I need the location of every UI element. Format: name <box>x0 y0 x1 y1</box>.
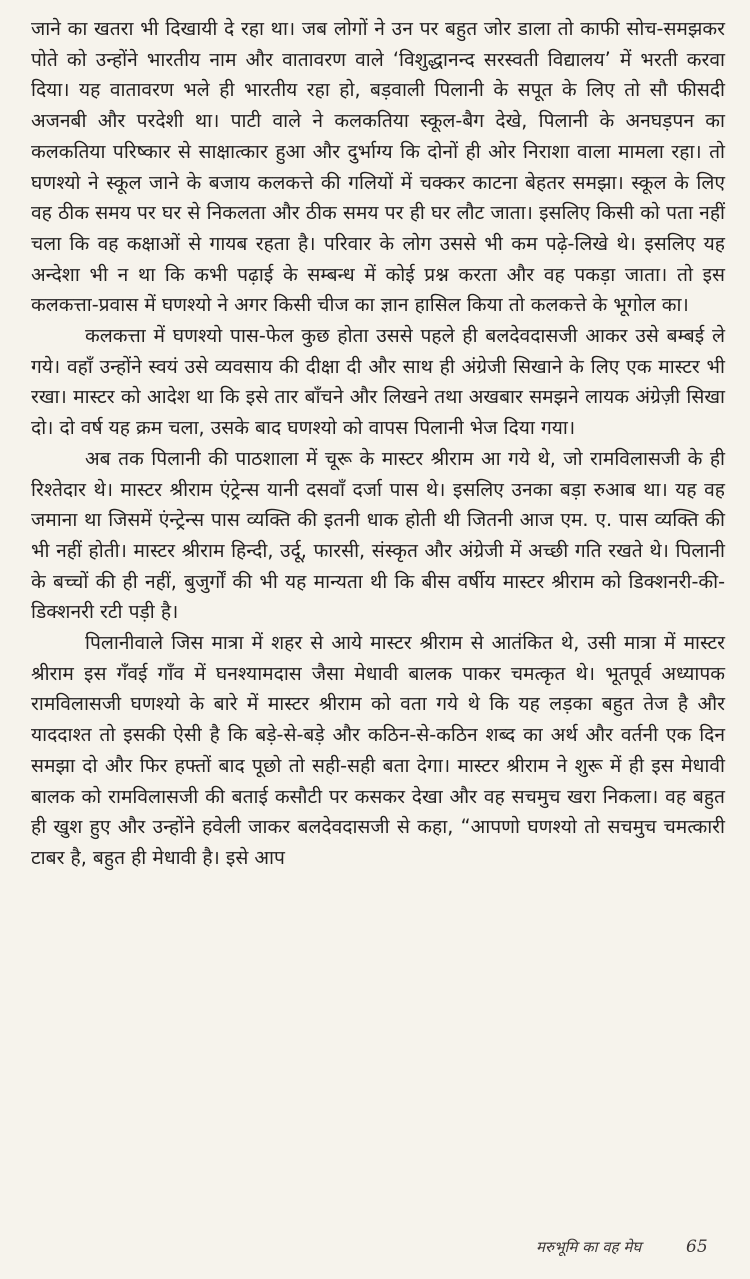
running-title: मरुभूमि का वह मेघ <box>536 1238 642 1256</box>
page-number: 65 <box>686 1237 708 1257</box>
paragraph-1: जाने का खतरा भी दिखायी दे रहा था। जब लोगों ने उन पर बहुत जोर डाला तो काफी सोच-समझकर पोते को उन्होंने भारतीय नाम और वातावरण वाले ‘विशुद्धानन्द सरस्वती विद्यालय’ में भरती करवा दिया। यह वातावरण भले ही भारतीय रहा हो, बड़वाली पिलानी के सपूत के लिए तो सौ फीसदी अजनबी और परदेशी था। पाटी वाले ने कलकतिया स्कूल-बैग देखे, पिलानी के अनघड़पन का कलकतिया परिष्कार से साक्षात्कार हुआ और दुर्भाग्य कि दोनों ही ओर निराशा वाला मामला रहा। तो घणश्यो ने स्कूल जाने के बजाय कलकत्ते की गलियों में चक्कर काटना बेहतर समझा। स्कूल के लिए वह ठीक समय पर घर से निकलता और ठीक समय पर ही घर लौट जाता। इसलिए किसी को पता नहीं चला कि वह कक्षाओं से गायब रहता है। परिवार के लोग उससे भी कम पढ़े-लिखे थे। इसलिए यह अन्देशा भी न था कि कभी पढ़ाई के सम्बन्ध में कोई प्रश्न करता और वह पकड़ा जाता। तो इस कलकत्ता-प्रवास में घणश्यो ने अगर किसी चीज का ज्ञान हासिल किया तो कलकत्ते के भूगोल का। <box>31 17 725 317</box>
paragraph-4: पिलानीवाले जिस मात्रा में शहर से आये मास्टर श्रीराम से आतंकित थे, उसी मात्रा में मास्टर श्रीराम इस गँवई गाँव में घनश्यामदास जैसा मेधावी बालक पाकर चमत्कृत थे। भूतपूर्व अध्यापक रामविलासजी घणश्यो के बारे में मास्टर श्रीराम को वता गये थे कि यह लड़का बहुत तेज है और याददाश्त तो इसकी ऐसी है कि बड़े-से-बड़े और कठिन-से-कठिन शब्द का अर्थ और वर्तनी एक दिन समझा दो और फिर हफ्तों बाद पूछो तो सही-सही बता देगा। मास्टर श्रीराम ने शुरू में ही इस मेधावी बालक को रामविलासजी की बताई कसौटी पर कसकर देखा और वह सचमुच खरा निकला। वह बहुत ही खुश हुए और उन्होंने हवेली जाकर बलदेवदासजी से कहा, “आपणो घणश्यो तो सचमुच चमत्कारी टाबर है, बहुत ही मेधावी है। इसे आप <box>31 631 725 869</box>
paragraph-3: अब तक पिलानी की पाठशाला में चूरू के मास्टर श्रीराम आ गये थे, जो रामविलासजी के ही रिश्तेदार थे। मास्टर श्रीराम एंट्रेन्स यानी दसवाँ दर्जा पास थे। इसलिए उनका बड़ा रुआब था। यह वह जमाना था जिसमें एंन्ट्रेन्स पास व्यक्ति की इतनी धाक होती थी जितनी आज एम. ए. पास व्यक्ति की भी नहीं होती। मास्टर श्रीराम हिन्दी, उर्दू, फारसी, संस्कृत और अंग्रेजी में अच्छी गति रखते थे। पिलानी के बच्चों की ही नहीं, बुजुर्गों की भी यह मान्यता थी कि बीस वर्षीय मास्टर श्रीराम को डिक्शनरी-की-डिक्शनरी रटी पड़ी है। <box>31 446 725 624</box>
body-text <box>31 14 725 874</box>
paragraph-2: कलकत्ता में घणश्यो पास-फेल कुछ होता उससे पहले ही बलदेवदासजी आकर उसे बम्बई ले गये। वहाँ उन्होंने स्वयं उसे व्यवसाय की दीक्षा दी और साथ ही अंग्रेजी सिखाने के लिए एक मास्टर भी रखा। मास्टर को आदेश था कि इसे तार बाँचने और लिखने तथा अखबार समझने लायक अंग्रेज़ी सिखा दो। दो वर्ष यह क्रम चला, उसके बाद घणश्यो को वापस पिलानी भेज दिया गया। <box>31 324 725 440</box>
page-footer <box>520 1237 720 1261</box>
